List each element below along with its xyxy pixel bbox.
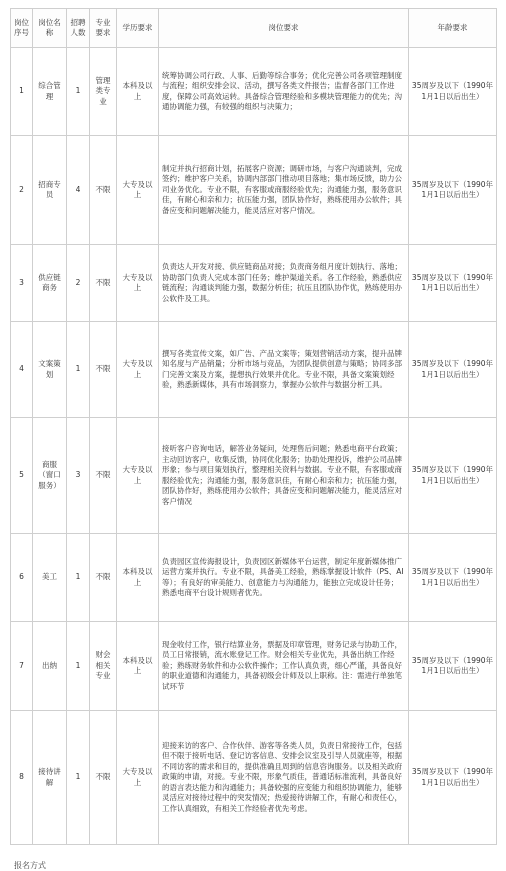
cell-req: 制定并执行招商计划，拓展客户资源；调研市场，与客户沟通谈判，完成签约；维护客户关系，协调内部部门推动项目落地；集市场反馈，助力公司业务优化。专业不限，有客服或商服经验优先；沟通能力强，服务意识佳，有耐心和亲和力；抗压能力强，团队协作好，熟练使用办公软件；具备应变和问题解决能力，能灵活应对客户情况。 — [159, 136, 409, 245]
cell-req: 负责达人开发对接、供应链商品对接；负责商务组月度计划执行、落地；协助部门负责人完成本部门任务；维护渠道关系。各工作经验，熟悉供应链流程；沟通谈判能力强，数据分析佳；抗压且团队协作优，熟练使用办公软件及工具。 — [159, 245, 409, 322]
cell-seq: 6 — [11, 534, 33, 622]
cell-age: 35周岁及以下（1990年1月1日以后出生） — [409, 622, 497, 711]
cell-req: 撰写各类宣传文案，如广告、产品文案等；策划营销活动方案，提升品牌知名度与产品销量；分析市场与竞品，为团队提供创意与策略；协同多部门完善文案及方案，提想执行效果并优化。专业不限，具备文案策划经验，熟悉新媒体，具有市场洞察力，掌握办公软件与数据分析工具。 — [159, 322, 409, 418]
cell-age: 35周岁及以下（1990年1月1日以后出生） — [409, 48, 497, 136]
cell-count: 2 — [67, 245, 90, 322]
cell-seq: 2 — [11, 136, 33, 245]
cell-edu: 大专及以上 — [117, 136, 159, 245]
cell-major: 不限 — [90, 418, 117, 534]
cell-age: 35周岁及以下（1990年1月1日以后出生） — [409, 418, 497, 534]
cell-major: 不限 — [90, 534, 117, 622]
cell-req: 接听客户咨询电话，解答业务疑问，处理售后问题；熟悉电商平台政策；主动回访客户，收集反馈，协同优化服务；协助处理投诉，维护公司品牌形象；参与项目策划执行，整理相关资料与数据。专业不限，有客服或商服经验优先；沟通能力强，服务意识佳，有耐心和亲和力；抗压能力强，团队协作好，熟练使用办公软件；具备应变和问题解决能力，能灵活应对客户情况 — [159, 418, 409, 534]
cell-edu: 本科及以上 — [117, 48, 159, 136]
cell-name: 出纳 — [33, 622, 67, 711]
header-edu: 学历要求 — [117, 9, 159, 48]
table-row — [11, 711, 497, 845]
cell-name: 供应链商务 — [33, 245, 67, 322]
footer-text: 报名方式 — [14, 861, 46, 870]
table-row — [11, 622, 497, 711]
cell-name: 接待讲解 — [33, 711, 67, 845]
cell-edu: 本科及以上 — [117, 534, 159, 622]
cell-seq: 4 — [11, 322, 33, 418]
cell-major: 不限 — [90, 245, 117, 322]
table-header-row — [11, 9, 497, 48]
cell-edu: 大专及以上 — [117, 418, 159, 534]
cell-edu: 大专及以上 — [117, 322, 159, 418]
cell-req: 统筹协调公司行政、人事、后勤等综合事务；优化完善公司各项管理制度与流程；组织安排会议、活动，撰写各类文件报告；监督各部门工作进度，保障公司高效运转。具备综合管理经验和多模块管理能力的优先；沟通协调能力强，有较强的组织与决策力； — [159, 48, 409, 136]
cell-req: 负责园区宣传海报设计，负责园区新媒体平台运营，制定年度新媒体推广运营方案并执行。专业不限，具备美工经验，熟练掌握设计软件（PS、AI 等）；有良好的审美能力、创意能力与沟通能力，能独立完成设计任务；熟悉电商平台设计规则者优先。 — [159, 534, 409, 622]
cell-count: 1 — [67, 622, 90, 711]
cell-req: 迎接来访的客户、合作伙伴、游客等各类人员，负责日常接待工作，包括但不限于接听电话、登记访客信息、安排会议室及引导人员就座等，根据不同访客的需求和目的，提供准确且周到的信息咨询服务。以及相关政府政策的申请，对接。专业不限，形象气质佳，普通话标准流利，具备良好的语言表达能力和沟通能力；具备较强的应变能力和组织协调能力，能够灵活应对接待过程中的突发情况；热爱接待讲解工作，有耐心和责任心，工作认真细致，有相关工作经验者优先考虑。 — [159, 711, 409, 845]
cell-edu: 本科及以上 — [117, 622, 159, 711]
cell-seq: 5 — [11, 418, 33, 534]
table-row — [11, 245, 497, 322]
cell-seq: 8 — [11, 711, 33, 845]
cell-req: 现金收付工作，银行结算业务，票据及印章管理，财务记录与协助工作，员工日常报销，流水账登记工作。财会相关专业优先，具备出纳工作经验；熟练财务软件和办公软件操作；工作认真负责，细心严谨，具备良好的职业道德和沟通能力，具备初级会计师及以上职称。注：需进行单独笔试环节 — [159, 622, 409, 711]
cell-age: 35周岁及以下（1990年1月1日以后出生） — [409, 322, 497, 418]
cell-name: 招商专员 — [33, 136, 67, 245]
header-name: 岗位名称 — [33, 9, 67, 48]
cell-major: 不限 — [90, 322, 117, 418]
cell-edu: 大专及以上 — [117, 711, 159, 845]
cell-major: 财会相关专业 — [90, 622, 117, 711]
cell-age: 35周岁及以下（1990年1月1日以后出生） — [409, 245, 497, 322]
cell-seq: 3 — [11, 245, 33, 322]
cell-count: 4 — [67, 136, 90, 245]
header-count: 招聘人数 — [67, 9, 90, 48]
cell-major: 不限 — [90, 136, 117, 245]
cell-major: 管理类专业 — [90, 48, 117, 136]
table-row — [11, 136, 497, 245]
header-req: 岗位要求 — [159, 9, 409, 48]
cell-age: 35周岁及以下（1990年1月1日以后出生） — [409, 534, 497, 622]
cell-count: 1 — [67, 711, 90, 845]
cell-major: 不限 — [90, 711, 117, 845]
header-seq: 岗位序号 — [11, 9, 33, 48]
cell-name: 文案策划 — [33, 322, 67, 418]
cell-name: 综合管理 — [33, 48, 67, 136]
cell-seq: 1 — [11, 48, 33, 136]
job-requirements-table — [10, 8, 497, 845]
cell-edu: 大专及以上 — [117, 245, 159, 322]
table-row — [11, 322, 497, 418]
cell-count: 1 — [67, 322, 90, 418]
header-age: 年龄要求 — [409, 9, 497, 48]
cell-age: 35周岁及以下（1990年1月1日以后出生） — [409, 711, 497, 845]
table-row — [11, 48, 497, 136]
header-major: 专业要求 — [90, 9, 117, 48]
cell-count: 1 — [67, 48, 90, 136]
cell-seq: 7 — [11, 622, 33, 711]
cell-name: 商服（窗口服务） — [33, 418, 67, 534]
cell-age: 35周岁及以下（1990年1月1日以后出生） — [409, 136, 497, 245]
cell-count: 3 — [67, 418, 90, 534]
cell-count: 1 — [67, 534, 90, 622]
cell-name: 美工 — [33, 534, 67, 622]
table-row — [11, 418, 497, 534]
table-row — [11, 534, 497, 622]
